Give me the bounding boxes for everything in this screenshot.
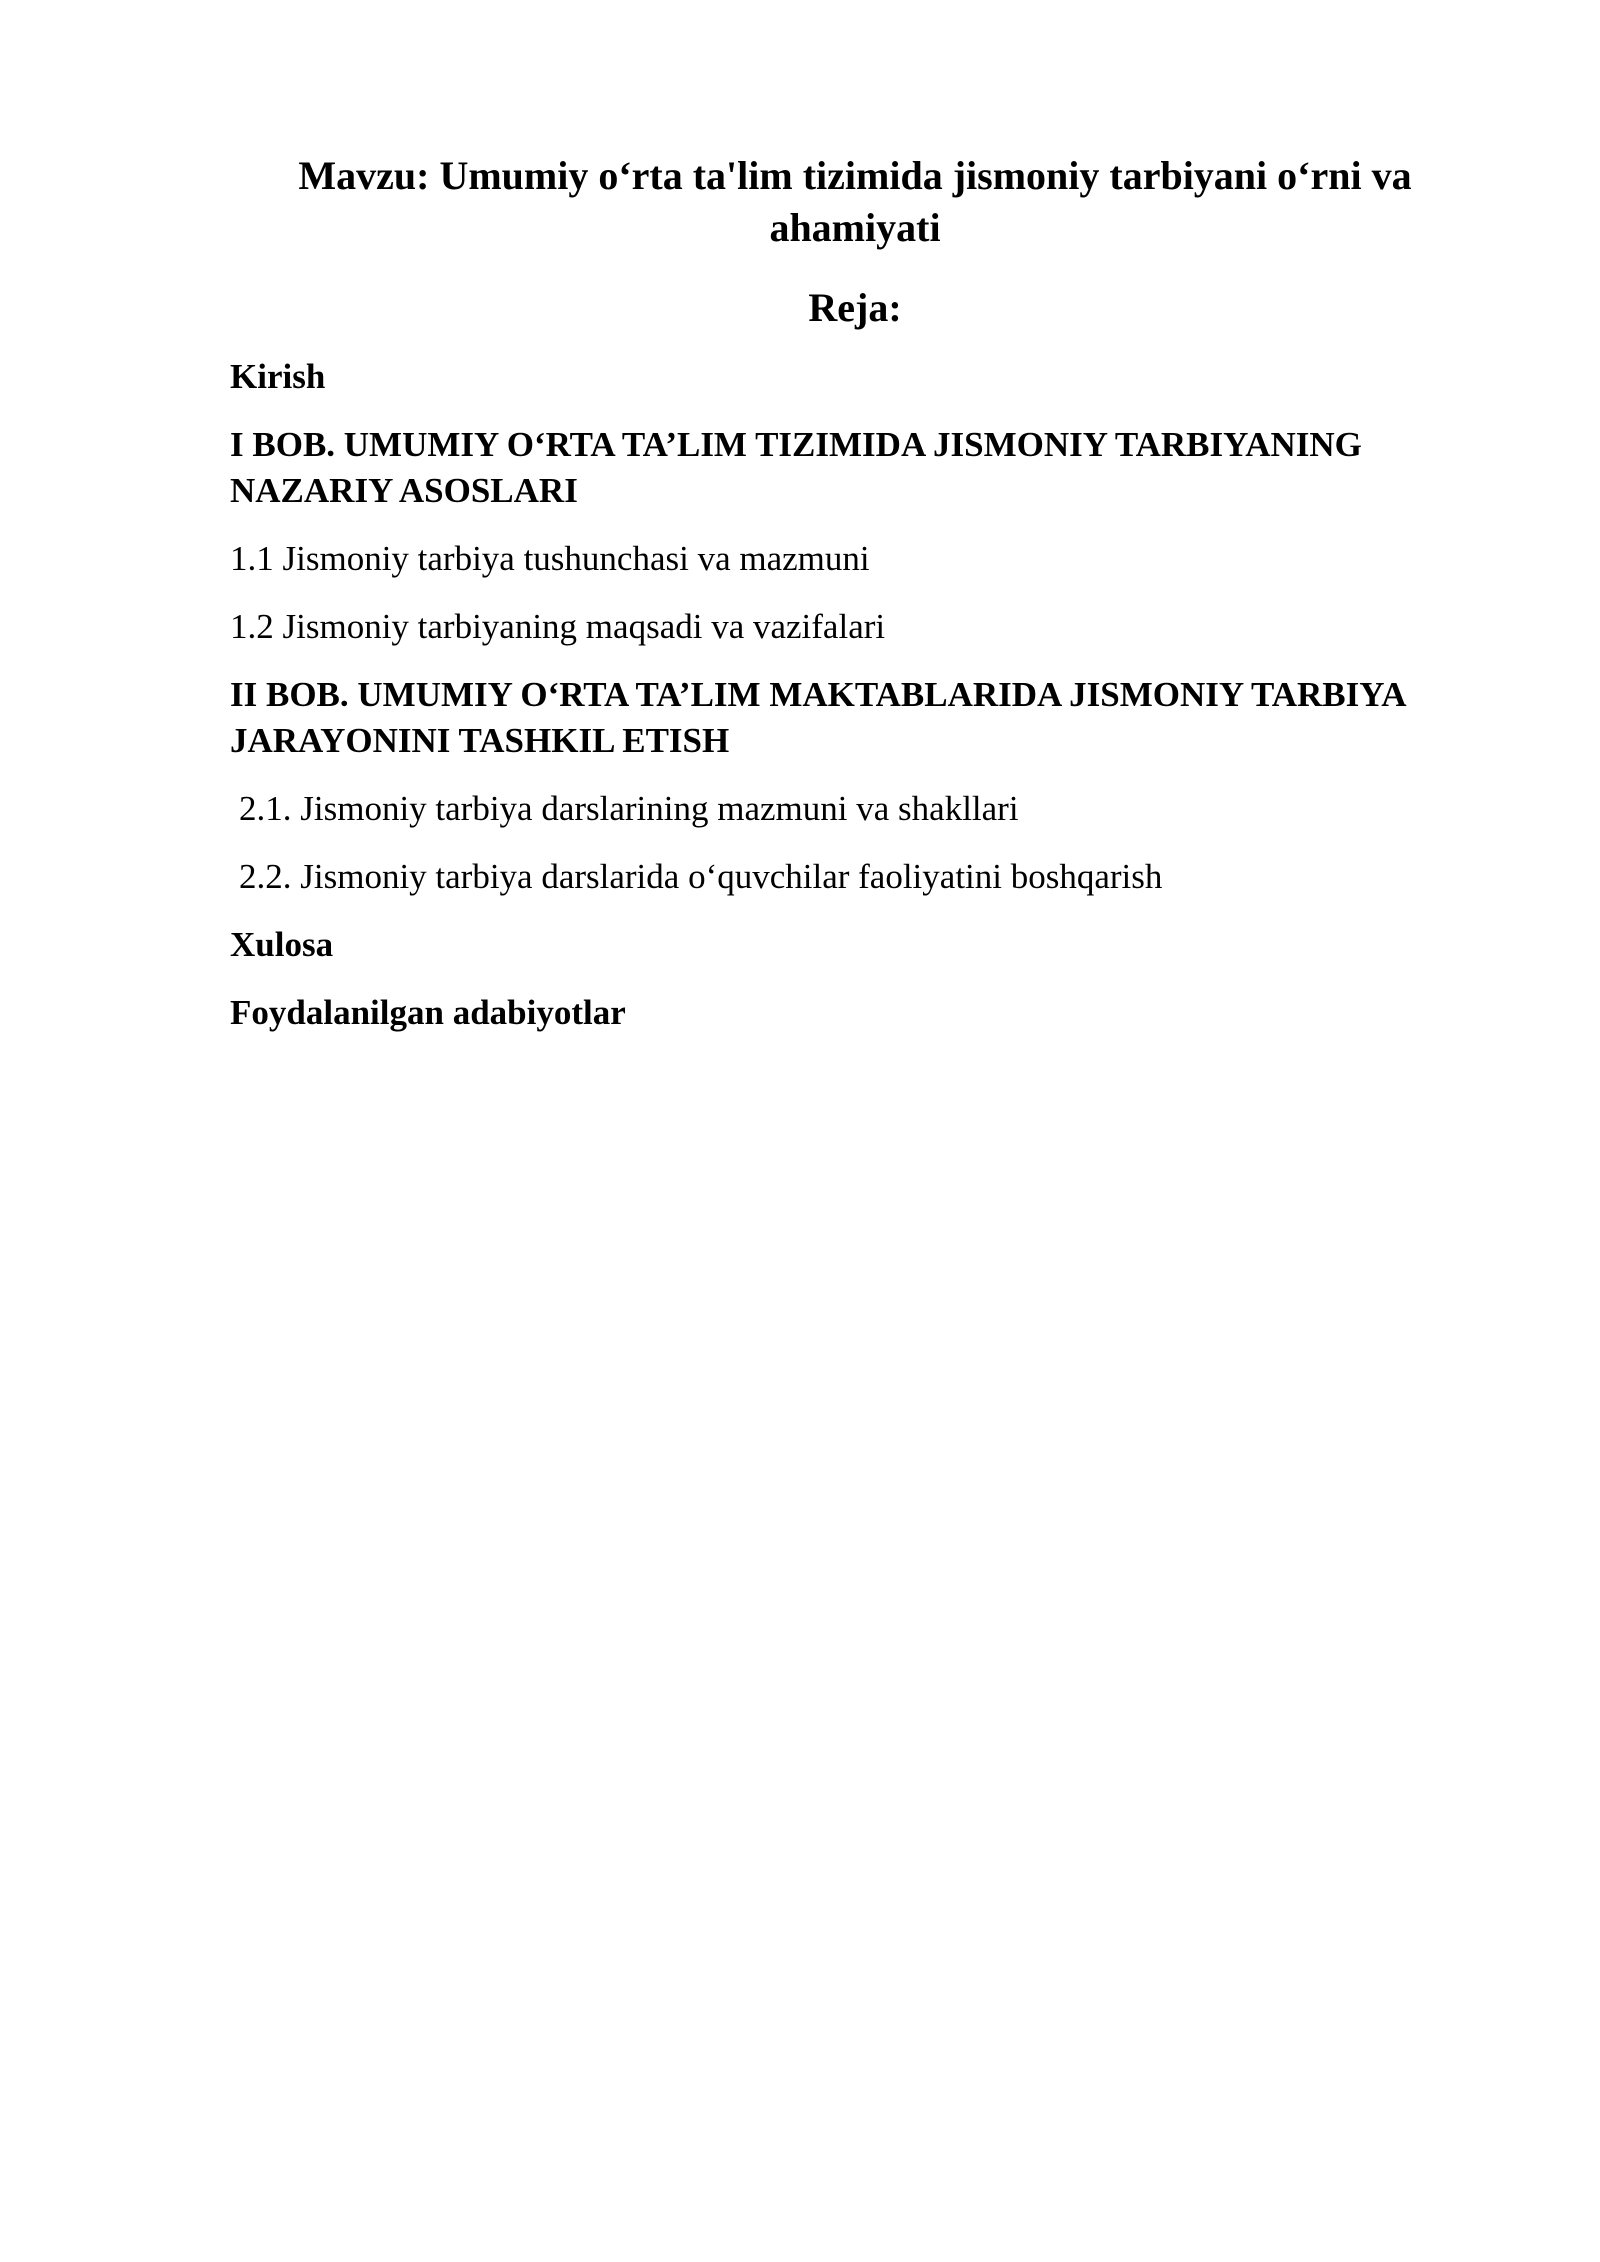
plan-heading: Reja: [808, 285, 902, 330]
table-of-contents [230, 354, 1480, 1058]
toc-item-conclusion: Xulosa [230, 925, 334, 964]
document-title: Mavzu: Umumiy o‘rta ta'lim tizimida jismoniy tarbiyani o‘rni va ahamiyati [298, 153, 1412, 250]
toc-item-chapter-1: I BOB. UMUMIY O‘RTA TA’LIM TIZIMIDA JISMONIY TARBIYANING NAZARIY ASOSLARI [230, 425, 1362, 510]
toc-item-section-1-2: 1.2 Jismoniy tarbiyaning maqsadi va vazifalari [230, 607, 886, 646]
toc-item-introduction: Kirish [230, 357, 326, 396]
toc-item-section-2-1: 2.1. Jismoniy tarbiya darslarining mazmuni va shakllari [239, 789, 1019, 828]
toc-item-section-2-2: 2.2. Jismoniy tarbiya darslarida o‘quvchilar faoliyatini boshqarish [239, 857, 1163, 896]
toc-item-references: Foydalanilgan adabiyotlar [230, 993, 626, 1032]
toc-item-section-1-1: 1.1 Jismoniy tarbiya tushunchasi va mazmuni [230, 539, 870, 578]
toc-item-chapter-2: II BOB. UMUMIY O‘RTA TA’LIM MAKTABLARIDA JISMONIY TARBIYA JARAYONINI TASHKIL ETISH [230, 675, 1405, 760]
